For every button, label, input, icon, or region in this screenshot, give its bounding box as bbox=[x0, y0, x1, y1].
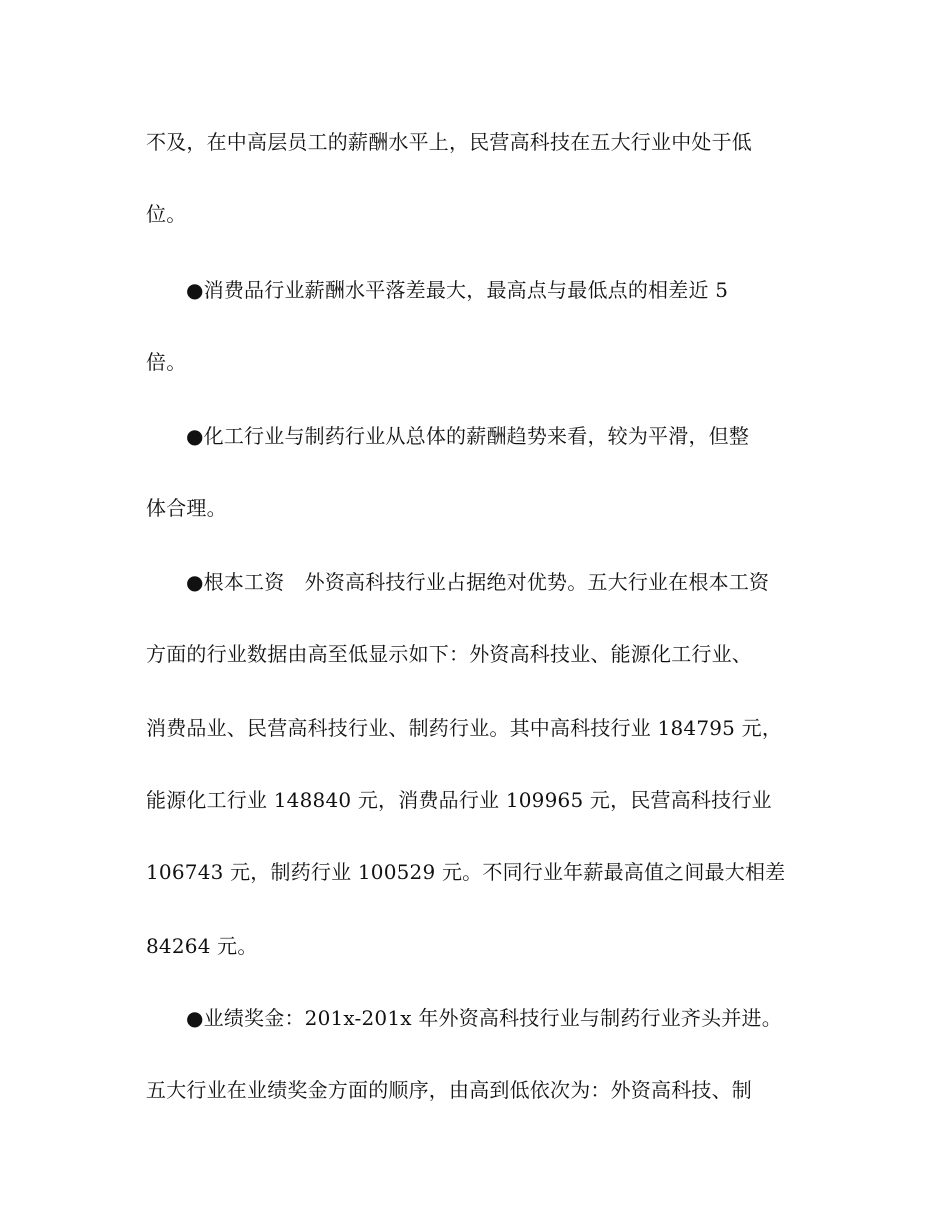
bullet-paragraph-line: ●化工行业与制药行业从总体的薪酬趋势来看，较为平滑，但整 bbox=[186, 424, 750, 448]
bullet-paragraph-line: ●业绩奖金：201x-201x 年外资高科技行业与制药行业齐头并进。 bbox=[186, 1006, 782, 1030]
text-line: 106743 元，制药行业 100529 元。不同行业年薪最高值之间最大相差 bbox=[146, 860, 786, 884]
text-line: 方面的行业数据由高至低显示如下：外资高科技业、能源化工行业、 bbox=[146, 642, 752, 666]
bullet-paragraph-line: ●消费品行业薪酬水平落差最大，最高点与最低点的相差近 5 bbox=[186, 278, 729, 302]
text-line: 倍。 bbox=[146, 350, 187, 374]
bullet-paragraph-line: ●根本工资 外资高科技行业占据绝对优势。五大行业在根本工资 bbox=[186, 570, 770, 594]
text-line: 84264 元。 bbox=[146, 934, 258, 958]
text-line: 五大行业在业绩奖金方面的顺序，由高到低依次为：外资高科技、制 bbox=[146, 1078, 752, 1102]
text-line: 位。 bbox=[146, 202, 187, 226]
text-line: 体合理。 bbox=[146, 496, 227, 520]
text-line: 不及，在中高层员工的薪酬水平上，民营高科技在五大行业中处于低 bbox=[146, 130, 752, 154]
text-line: 消费品业、民营高科技行业、制药行业。其中高科技行业 184795 元， bbox=[146, 716, 783, 740]
text-line: 能源化工行业 148840 元，消费品行业 109965 元，民营高科技行业 bbox=[146, 788, 772, 812]
